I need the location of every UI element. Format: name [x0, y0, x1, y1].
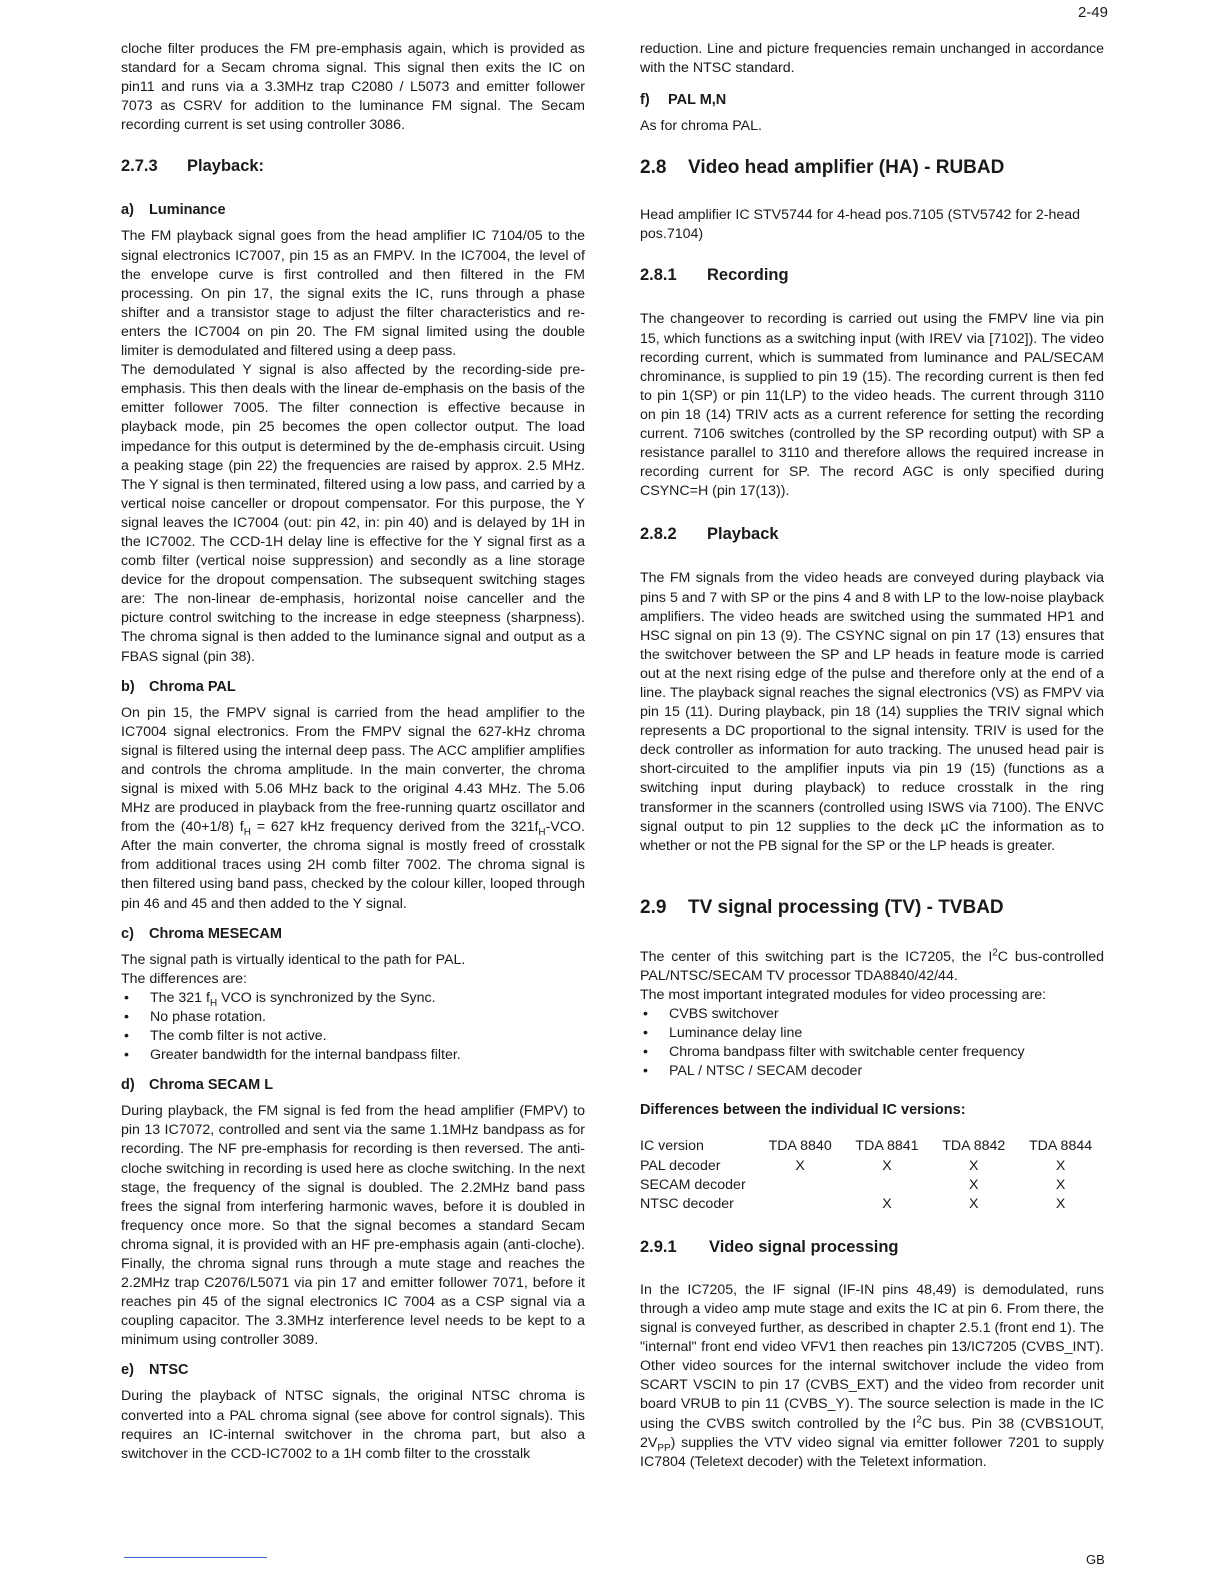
bullet-icon: • — [643, 1025, 648, 1042]
bullet-icon: • — [124, 1047, 129, 1064]
section-2-8-1-heading — [640, 264, 1104, 286]
subsection-label: e) — [121, 1362, 134, 1379]
subsection-title: Chroma SECAM L — [149, 1077, 274, 1094]
table-cell: PAL decoder — [640, 1157, 721, 1174]
mesecam-paragraph-1: The signal path is virtually identical to the path for PAL. — [121, 951, 466, 968]
table-cell — [844, 1176, 931, 1195]
list-item: • The 321 $f_H$ VCO is synchronized by the Sync. — [124, 989, 436, 1009]
mesecam-paragraph-2: The differences are: — [121, 970, 247, 987]
section-number: 2.8.2 — [640, 525, 677, 544]
table-header-cell: TDA 8840 — [768, 1138, 832, 1155]
left-intro-paragraph: cloche filter produces the FM pre-emphasis again, which is provided as standard for a Secam chroma signal. This signal then exits the IC on pin11 and runs via a 3.3MHz trap C2080 / L5073 and emitter follower 7073 as CSRV for addition to the luminance FM signal. The Secam recording current is set using controller 3086. — [121, 41, 585, 134]
section-title: Video head amplifier (HA) - RUBAD — [688, 157, 1005, 179]
tv-processing-modules-intro: The most important integrated modules for video processing are: — [640, 987, 1047, 1003]
luminance-paragraph-2: The demodulated Y signal is also affected by the recording-side pre-emphasis. This then deals with the linear de-emphasis on the basis of the emitter follower 7005. The filter connection is effective because in playback mode, pin 25 becomes the open collector output. The load impedance for this output is determined by the de-emphasis circuit. Using a peaking stage (pin 22) the frequencies are raised by approx. 2.5 MHz. The Y signal is then terminated, filtered using a low pass, and carried by a vertical noise canceller or dropout compensator. For this purpose, the Y signal leaves the IC7004 (out: pin 42, in: pin 40) and is delayed by 1H in the IC7002. The CCD-1H delay line is effective for the Y signal first as a comb filter (vertical noise suppression) and secondly as a line storage device for the dropout compensation. The subsequent switching stages are: The non-linear de-emphasis, horizontal noise canceller and the picture control switching to the increase in edge steepness (sharpness). The chroma signal is then added to the luminance signal and output as a FBAS signal (pin 38). — [121, 362, 585, 665]
subsection-c-heading — [121, 925, 585, 944]
subsection-b-heading — [121, 678, 585, 697]
section-number: 2.8 — [640, 157, 667, 179]
table-cell — [757, 1195, 844, 1214]
table-cell: X — [969, 1195, 979, 1212]
video-signal-processing-paragraph: In the IC7205, the IF signal (IF-IN pins 48,49) is demodulated, runs through a video amp mute stage and exits the IC at pin 6. From there, the signal is conveyed further, as described in chapter 2.5.1 (front end 1). The "internal" front end video VFV1 then reaches pin 13/IC7205 (CVBS_INT). Other video sources for the internal switchover include the video from SCART VSCIN to pin 17 (CVBS_EXT) and the video from recorder unit board VRUB to pin 11 (CVBS_Y). The source selection is made in the IC using the CVBS switch controlled by the $I^2C$ bus. Pin 38 (CVBS1OUT, $2V_{PP}$) supplies the VTV video signal via emitter follower 7201 to supply IC7804 (Teletext decoder) with the Teletext information. — [640, 1281, 1104, 1470]
section-title: Recording — [707, 266, 789, 285]
table-cell: X — [969, 1176, 979, 1193]
bullet-icon: • — [643, 1063, 648, 1080]
table-cell: X — [1055, 1157, 1066, 1174]
section-number: 2.7.3 — [121, 157, 158, 176]
section-title: Playback: — [187, 157, 265, 176]
bullet-icon: • — [643, 1044, 648, 1061]
section-number: 2.9 — [640, 896, 667, 918]
subsection-d-heading — [121, 1076, 585, 1095]
subsection-title: Chroma PAL — [149, 678, 236, 695]
table-header-cell: TDA 8844 — [1029, 1138, 1093, 1155]
ic-versions-table — [640, 1137, 1104, 1213]
tv-processing-paragraph: The center of this switching part is the IC7205, the $I^2C$ bus-controlled PAL/NTSC/SECAM TV processor TDA8840/42/44. — [640, 947, 1104, 984]
section-number: 2.8.1 — [640, 266, 677, 285]
table-header-cell: IC version — [640, 1138, 704, 1155]
subsection-title: PAL M,N — [668, 92, 727, 109]
table-cell: SECAM decoder — [640, 1176, 746, 1193]
table-cell: X — [882, 1195, 892, 1212]
subsection-label: f) — [640, 92, 650, 109]
playback-paragraph: The FM signals from the video heads are conveyed during playback via pins 5 and 7 with SP or the pins 4 and 8 with LP to the low-noise playback amplifiers. The video heads are switched using the summated HP1 and HSC signal on pin 13 (9). The CSYNC signal on pin 17 (13) ensures that the switchover between the SP and LP heads in feature mode is carried out at the next rising edge of the pulse and therefore only at the end of a line. The playback signal reaches the signal electronics (VS) as FMPV via pin 15 (11). During playback, pin 18 (14) supplies the TRIV signal which represents a DC proportional to the signal intensity. TRIV is used for the deck controller as information for auto tracking. The unused head pair is short-circuited to the amplifier inputs via pin 19 (15) (functions as a switching input during playback) to reduce crosstalk in the ring transformer in the scanners (controlled using ISWS via 7100). The ENVC signal output to pin 12 supplies to the deck µC the information as to whether or not the PB signal for the SP or the LP heads is greater. — [640, 570, 1105, 854]
list-item: • The comb filter is not active. — [121, 1027, 585, 1046]
table-cell: X — [795, 1157, 805, 1174]
subsection-title: Chroma MESECAM — [149, 925, 282, 942]
subsection-label: c) — [121, 925, 134, 942]
table-row — [640, 1176, 1104, 1195]
section-2-9-1-heading — [640, 1236, 1104, 1258]
subsection-f-heading — [640, 91, 1104, 110]
footer-divider — [124, 1557, 267, 1558]
table-cell: X — [882, 1157, 892, 1174]
list-item: • No phase rotation. — [121, 1008, 585, 1027]
section-2-8-heading — [640, 156, 1104, 180]
list-item: • Chroma bandpass filter with switchable center frequency — [640, 1043, 1104, 1062]
left-column — [121, 40, 585, 1464]
table-cell: X — [1055, 1176, 1066, 1193]
mesecam-differences-list — [121, 989, 585, 1065]
section-title: Video signal processing — [709, 1237, 899, 1256]
section-2-9-heading — [640, 896, 1104, 920]
list-item: • CVBS switchover — [640, 1005, 1104, 1024]
subsection-label: b) — [121, 678, 135, 695]
footer-language-tag: GB — [1086, 1552, 1105, 1567]
section-number: 2.9.1 — [640, 1237, 677, 1256]
subsection-title: NTSC — [149, 1362, 189, 1379]
section-2-8-2-heading — [640, 523, 1104, 545]
subsection-label: d) — [121, 1077, 135, 1094]
table-header-cell: TDA 8842 — [942, 1138, 1006, 1155]
video-modules-list — [640, 1005, 1104, 1081]
recording-paragraph: The changeover to recording is carried out using the FMPV line via pin 15, which functions as a switching input (with IREV via [7102]). The video recording current, which is summated from luminance and PAL/SECAM chrominance, is supplied to pin 19 (15). The recording current is then fed to pin 1(SP) or pin 11(LP) to the video heads. The current through 3110 on pin 18 (14) TRIV acts as a current reference for setting the recording current. 7106 switches (controlled by the SP recording output) with SP a resistance parallel to 3110 and therefore allows the required increase in recording current for SP. The record AGC is only specified during CSYNC=H (pin 17(13)). — [640, 311, 1104, 500]
table-row — [640, 1157, 1104, 1176]
table-cell: NTSC decoder — [640, 1195, 734, 1212]
right-column — [640, 40, 1104, 1472]
chroma-pal-paragraph: On pin 15, the FMPV signal is carried from the head amplifier to the IC7004 signal electronics. From the FMPV signal the 627-kHz chroma signal is filtered using the internal deep pass. The ACC amplifier amplifies and controls the chroma amplitude. In the main converter, the chroma signal is mixed with 5.06 MHz back to the original 4.43 MHz. The 5.06 MHz are produced in playback from the free-running quartz oscillator and from the (40+1/8) $f_H = 627$ kHz frequency derived from the $321f_H$-VCO. After the main converter, the chroma signal is mostly freed of crosstalk from additional traces using 2H comb filter 7002. The chroma signal is then filtered using band pass, checked by the colour killer, looped through pin 46 and 45 and then added to the Y signal. — [121, 704, 585, 912]
subsection-e-heading — [121, 1361, 585, 1380]
table-cell: X — [1055, 1195, 1066, 1212]
luminance-paragraph-1: The FM playback signal goes from the head amplifier IC 7104/05 to the signal electronics IC7007, pin 15 as an FMPV. In the IC7004, the level of the envelope curve is first controlled and then filtered in the FM processing. On pin 17, the signal exits the IC, runs through a phase shifter and a transistor stage to adjust the filter characteristics and re-enters the IC7004 on pin 20. The FM signal limited using the double limiter is demodulated and filtered using a deep pass. — [121, 228, 585, 360]
head-amplifier-paragraph: Head amplifier IC STV5744 for 4-head pos.7105 (STV5742 for 2-head pos.7104) — [640, 207, 1081, 243]
section-2-7-3-heading — [121, 155, 585, 177]
list-item: • PAL / NTSC / SECAM decoder — [640, 1062, 1104, 1081]
section-title: Playback — [707, 525, 779, 544]
right-intro-paragraph: reduction. Line and picture frequencies remain unchanged in accordance with the NTSC standard. — [640, 41, 1104, 77]
list-item: • Luminance delay line — [640, 1024, 1104, 1043]
subsection-label: a) — [121, 202, 134, 219]
table-cell: X — [969, 1157, 979, 1174]
pal-mn-paragraph: As for chroma PAL. — [640, 118, 762, 135]
secam-l-paragraph: During playback, the FM signal is fed from the head amplifier (FMPV) to pin 13 IC7072, controlled and sent via the same 1.1MHz bandpass as for recording. The NF pre-emphasis for recording is then reversed. The anti-cloche switching in recording is used here as cloche switching. In the next stage, the frequency of the signal is doubled. The 2.2MHz band pass frees the signal from interfering harmonic waves, before it is doubled in frequency once more. So that the signal becomes a standard Secam chroma signal, it is provided with an HF pre-emphasis again (anti-cloche). Finally, the chroma signal runs through a mute stage and reaches the 2.2MHz trap C2076/L5071 via pin 17 and emitter follower 7071, before it reaches pin 45 of the signal electronics IC 7004 as a CSP signal via a coupling capacitor. The 3.3MHz interference level needs to be kept to a minimum using controller 3089. — [121, 1103, 585, 1349]
section-title: TV signal processing (TV) - TVBAD — [688, 896, 1004, 918]
page-number: 2-49 — [1077, 4, 1108, 21]
subsection-title: Luminance — [149, 202, 226, 219]
bullet-icon: • — [124, 1028, 129, 1045]
ntsc-paragraph: During the playback of NTSC signals, the original NTSC chroma is converted into a PAL chroma signal (see above for control signals). This requires an IC-internal switchover in the chroma part, but also a switchover in the CCD-IC7002 to a 1H comb filter to the crosstalk — [121, 1388, 585, 1462]
bullet-icon: • — [124, 1008, 129, 1025]
table-header-row — [640, 1137, 1104, 1156]
table-row — [640, 1195, 1104, 1214]
table-header-cell: TDA 8841 — [855, 1138, 919, 1155]
ic-differences-heading: Differences between the individual IC versions: — [640, 1102, 966, 1119]
bullet-icon: • — [643, 1006, 648, 1023]
list-item: • Greater bandwidth for the internal bandpass filter. — [121, 1046, 585, 1065]
bullet-icon: • — [124, 989, 129, 1006]
subsection-a-heading — [121, 201, 585, 220]
table-cell — [757, 1176, 844, 1195]
